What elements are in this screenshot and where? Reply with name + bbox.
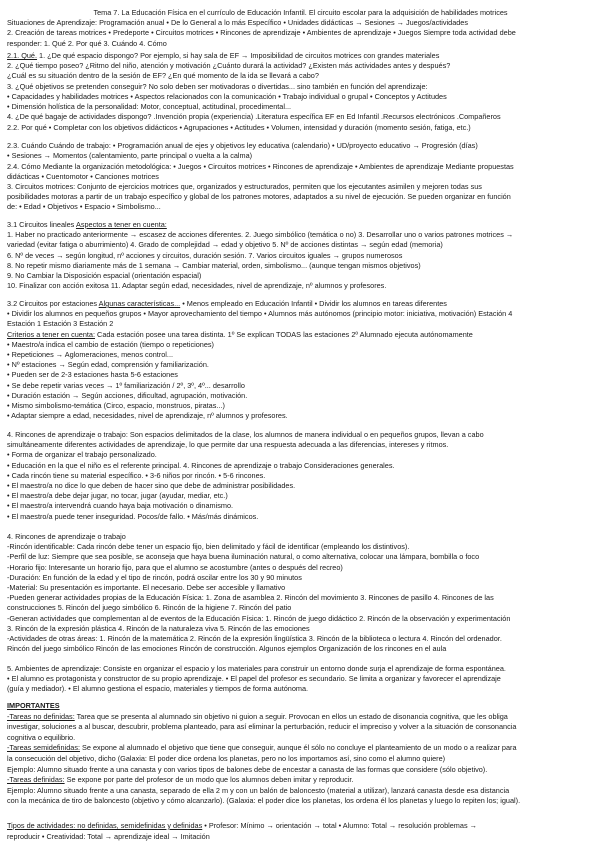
rincones-line: • El maestro/a no dice lo que deben de hacer sino que debe de administrar posibilidades.	[7, 480, 296, 490]
criteria-first-text: Cada estación posee una tarea distinta. 1º Se explican TODAS las estaciones 2º Alumnado ejecuta autónomamente	[95, 329, 473, 339]
que-line: ¿Cuál es su situación dentro de la sesión de EF? ¿En qué momento de la ida se llevará a cabo?	[7, 71, 319, 81]
lineales-line: 1. Haber no practicado anteriormente → escasez de acciones diferentes. 2. Juego simbólico (temática o no) 3. Desarrollar uno o varios patrones motrices →	[7, 230, 514, 240]
intro-section	[7, 8, 594, 49]
planning-line: • Sesiones → Momentos (calentamiento, parte principal o vuelta a la calma)	[7, 151, 253, 161]
rincones-detalle-line: -Horario fijo: Interesante un horario fijo, para que el alumno se acostumbre (antes o después del recreo)	[7, 562, 343, 572]
rincones-line: 4. Rincones de aprendizaje o trabajo: Son espacios delimitados de la clase, los alumnos de manera individual o en pequeños grupos, llevan a cabo	[7, 430, 484, 439]
section-que	[7, 51, 594, 122]
estaciones-subheading: Algunas características...	[98, 299, 181, 308]
section-rincones-detalle	[7, 532, 594, 654]
rincones-detalle-line: -Material: Su presentación es importante. El necesario. Debe ser accesible y llamativo	[7, 582, 286, 592]
ambientes-line: 5. Ambientes de aprendizaje: Consiste en organizar el espacio y los materiales para construir un entorno donde surja el aprendizaje de forma espontánea.	[7, 664, 506, 673]
definidas-line	[7, 775, 594, 786]
rincones-line: simultáneamente diferentes actividades de aprendizaje, lo que permite dar una respuesta adecuada a las diferencias, intereses y ritmos.	[7, 440, 449, 450]
criteria-item: • Duración estación → Según acciones, dificultad, agrupación, motivación.	[7, 390, 248, 400]
intro-line: 2. Creación de tareas motrices • Predeporte • Circuitos motrices • Rincones de aprendizaje • Ambientes de aprendizaje • Juegos Siempre toda actividad debe	[7, 28, 516, 38]
section-circuitos-lineales	[7, 220, 594, 291]
que-line: • Capacidades y habilidades motrices • Aspectos relacionados con la comunicación • Trabajo individual o grupal • Conceptos y Actitudes	[7, 91, 447, 101]
criteria-item: • Pueden ser de 2-3 estaciones hasta 5-6 estaciones	[7, 370, 178, 380]
definidas-line: con la mecánica de tiro de baloncesto (objetivo y cómo alcanzarlo). (Galaxia: el poder dice los planetas, los ordena él los planetas y luego lo repiten los; igual).	[7, 796, 521, 806]
lineales-heading: 3.1 Circuitos lineales	[7, 220, 76, 229]
rincones-detalle-line: 3. Rincón de la expresión plástica 4. Rincón de la naturaleza viva 5. Rincón de las emociones	[7, 623, 310, 633]
section-importantes	[7, 701, 594, 842]
rincones-detalle-heading: 4. Rincones de aprendizaje o trabajo	[7, 532, 126, 541]
criteria-item: • Mismo simbolismo-temática (Circo, espacio, monstruos, piratas...)	[7, 400, 225, 410]
que-line: 4. ¿De qué bagaje de actividades dispongo? .Invención propia (experiencia) .Literatura específica EF en Ed Infantil .Recursos electrónicos .Compañeros	[7, 112, 501, 122]
lineales-line: 8. No repetir mismo diariamente más de 1 semana → Cambiar material, orden, simbolismo... (aunque tengan mismos objetivos)	[7, 260, 421, 270]
definidas-text: Se expone por parte del profesor de un modo que los alumnos deben imitar y reproducir.	[64, 775, 354, 785]
rincones-detalle-line: -Rincón identificable: Cada rincón debe tener un espacio fijo, bien delimitado y fácil de identificar (empleando los distintivos).	[7, 542, 410, 552]
semidefinidas-text: Se expone al alumnado el objetivo que tiene que conseguir, aunque él sólo no concluye el planteamiento de un modo o a realizar para	[80, 743, 517, 753]
criteria-item: • Adaptar siempre a edad, necesidades, nivel de aprendizaje, nº alumnos y profesores.	[7, 411, 288, 421]
definidas-label: -Tareas definidas:	[7, 775, 65, 785]
tipos-line: reproducir • Creatividad: Total → aprendizaje ideal → Imitación	[7, 831, 210, 841]
ambientes-line: (guía y mediador). • El alumno gestiona el espacio, materiales y tiempos de forma autónoma.	[7, 684, 309, 694]
lineales-line: 10. Finalizar con acción exitosa 11. Adaptar según edad, necesidades, nivel de aprendizaje, nº alumnos y profesores.	[7, 281, 387, 291]
circuitos-definition-line: 3. Circuitos motrices: Conjunto de ejercicios motrices que, organizados y estructurados, permiten que los ejecutantes asimilen y mejoren todas sus	[7, 181, 482, 191]
ambientes-line: • El alumno es protagonista y constructor de su propio aprendizaje. • El papel del profesor es secundario. Se limita a organizar y favorecer el aprendizaje	[7, 674, 501, 684]
circuitos-definition-line: posibilidades motoras a partir de un trabajo específico y global de los patrones motores, adaptados a su nivel de ejecución. Se pueden organizar en función	[7, 192, 511, 202]
planning-line: didácticas • Cuentomotor • Canciones motrices	[7, 171, 159, 181]
rincones-line: • El maestro/a debe dejar jugar, no tocar, jugar (ayudar, mediar, etc.)	[7, 491, 228, 501]
rincones-detalle-line: -Pueden generar actividades propias de la Educación Física: 1. Zona de asamblea 2. Rincón del movimiento 3. Rincones de pasillo 4. Rincones de las	[7, 593, 494, 603]
rincones-detalle-line: -Actividades de otras áreas: 1. Rincón de la matemática 2. Rincón de la expresión lingüística 3. Rincón de la biblioteca o lectura 4. Rincón del ordenador.	[7, 633, 502, 643]
document-title: Tema 7. La Educación Física en el currículo de Educación Infantil. El circuito escolar para la adquisición de habilidades motrices	[93, 8, 508, 17]
circuitos-definition-line: de: • Edad • Objetivos • Espacio • Simbolismo...	[7, 202, 161, 212]
criteria-item: • Se debe repetir varias veces → 1º familiarización / 2º, 3º, 4º... desarrollo	[7, 380, 245, 390]
rincones-detalle-line: -Duración: En función de la edad y el tipo de rincón, podrá oscilar entre los 30 y 90 minutos	[7, 572, 302, 582]
tipos-label: Tipos de actividades: no definidas, semidefinidas y definidas	[7, 820, 203, 830]
que-line: • Dimensión holística de la personalidad: Motor, conceptual, actitudinal, procedimental...	[7, 101, 292, 111]
rincones-detalle-line: -Generan actividades que complementan al de eventos de la Educación Física: 1. Rincón de juego didáctico 2. Rincón de la observación y experimentación	[7, 613, 511, 623]
lineales-line: 9. No Cambiar la Disposición espacial (orientación espacial)	[7, 270, 202, 280]
no-definidas-label: -Tareas no definidas:	[7, 711, 75, 721]
estaciones-first-text: • Menos empleado en Educación Infantil • Dividir los alumnos en tareas diferentes	[180, 299, 447, 308]
rincones-detalle-line: Rincón del juego simbólico Rincón de las emociones Rincón de construcción. Algunos ejemplos Organización de los rincones en el aula	[7, 644, 447, 654]
importantes-heading-line	[7, 701, 594, 712]
no-definidas-line: cognitiva o equilibrio.	[7, 732, 76, 742]
no-definidas-line: investigar, soluciones a al buscar, descubrir, problema planteado, para así eliminar la perturbación, reducir el impreciso y volver a la situación de consonancia	[7, 722, 517, 732]
criteria-item: • Nº estaciones → Según edad, comprensión y familiarización.	[7, 360, 209, 370]
rincones-line: • El maestro/a puede tener inseguridad. Pocos/de fallo. • Más/más dinámicos.	[7, 511, 259, 521]
definidas-line: Ejemplo: Alumno situado frente a una canasta, separado de ella 2 m y con un balón de baloncesto (material a utilizar), lanzará canasta desde esa distancia	[7, 785, 510, 795]
rincones-line: • El maestro/a intervendrá cuando haya baja motivación o dinamismo.	[7, 501, 234, 511]
lineales-line: 6. Nº de veces → según longitud, nº acciones y circuitos, duración sesión. 7. Varios circuitos iguales → grupos numerosos	[7, 250, 403, 260]
importantes-heading: IMPORTANTES	[7, 701, 60, 710]
que-first-text: 1. ¿De qué espacio dispongo? Por ejemplo, si hay sala de EF → Imposibilidad de circuitos motrices con grandes materiales	[37, 51, 440, 60]
lineales-heading-line	[7, 220, 594, 230]
section-circuitos-estaciones	[7, 299, 594, 421]
por-que-line: 2.2. Por qué • Completar con los objetivos didácticos • Agrupaciones • Actitudes • Volumen, intensidad y duración (momento sesión, fatiga, etc.)	[7, 123, 471, 132]
semidefinidas-label: -Tareas semidefinidas:	[7, 743, 81, 753]
intro-line: Situaciones de Aprendizaje: Programación anual • De lo General a lo más Específico • Unidades didácticas → Sesiones → Juegos/actividades	[7, 18, 469, 28]
criteria-heading: Criterios a tener en cuenta:	[7, 329, 96, 339]
estaciones-heading-line	[7, 299, 594, 309]
criteria-heading-line	[7, 330, 594, 340]
lineales-line: variedad (evitar fatiga o aburrimiento) 4. Grado de complejidad → edad y objetivo 5. Nº de acciones distintas → según edad (memoria)	[7, 240, 443, 250]
rincones-detalle-line: -Perfil de luz: Siempre que sea posible, se aconseja que haya buena iluminación natural, o como alternativa, colocar una lámpara, bombilla o foco	[7, 552, 480, 562]
planning-line: 2.3. Cuándo Cuándo de trabajo: • Programación anual de ejes y objetivos ley educativa (calendario) • UD/proyecto educativo → Progresión (días)	[7, 141, 478, 151]
estaciones-heading: 3.2 Circuitos por estaciones	[7, 299, 99, 308]
lineales-subheading: Aspectos a tener en cuenta:	[75, 220, 167, 229]
rincones-line: • Cada rincón tiene su material específico. • 3-6 niños por rincón. • 5-6 rincones.	[7, 470, 266, 480]
rincones-line: • Forma de organizar el trabajo personalizado.	[7, 450, 157, 460]
criteria-item: • Maestro/a indica el cambio de estación (tiempo o repeticiones)	[7, 339, 214, 349]
no-definidas-line	[7, 712, 594, 723]
que-heading: 2.1. Qué.	[7, 51, 38, 60]
rincones-line: • Educación en la que el niño es el referente principal. 4. Rincones de aprendizaje o trabajo Consideraciones generales.	[7, 460, 395, 470]
tipos-line	[7, 821, 594, 832]
tipos-text: • Profesor: Mínimo → orientación → total • Alumno: Total → resolución problemas →	[202, 820, 477, 830]
que-line: 2. ¿Qué tiempo poseo? ¿Ritmo del niño, atención y motivación ¿Cuánto durará la actividad? ¿Existen más actividades antes y después?	[7, 61, 451, 71]
section-rincones	[7, 430, 594, 522]
rincones-detalle-line: construcciones 5. Rincón del juego simbólico 6. Rincón de la higiene 7. Rincón del patio	[7, 603, 292, 613]
semidefinidas-line: la consecución del objetivo, dicho (Galaxia: El poder dice ordena los planetas, pero no los importamos así, sino como el alumno quiere)	[7, 753, 446, 763]
estaciones-line: • Dividir los alumnos en pequeños grupos • Mayor aprovechamiento del tiempo • Alumnos más autónomos (principio motor: iniciativa, motivación) Estación 4	[7, 309, 513, 319]
intro-line: responder: 1. Qué 2. Por qué 3. Cuándo 4. Cómo	[7, 38, 167, 48]
semidefinidas-line: Ejemplo: Alumno situado frente a una canasta y con varios tipos de balones debe de encestar a canasta de las formas que considere (sólo objetivo).	[7, 764, 488, 774]
no-definidas-text: Tarea que se presenta al alumnado sin objetivo ni guion a seguir. Provocan en ellos un estado de disonancia cognitiva, que les obliga	[74, 711, 508, 721]
planning-line: 2.4. Cómo Mediante la organización metodológica: • Juegos • Circuitos motrices • Rincones de aprendizaje • Ambientes de aprendizaje Mediante propuestas	[7, 161, 514, 171]
section-ambientes	[7, 664, 594, 695]
estaciones-labels-line: Estación 1 Estación 3 Estación 2	[7, 319, 114, 329]
section-planning	[7, 123, 594, 213]
semidefinidas-line	[7, 743, 594, 754]
que-line: 3. ¿Qué objetivos se pretenden conseguir? No solo deben ser motivadoras o divertidas... sino también en función del aprendizaje:	[7, 81, 428, 91]
que-first-line	[7, 51, 594, 61]
criteria-item: • Repeticiones → Aglomeraciones, menos control...	[7, 349, 174, 359]
